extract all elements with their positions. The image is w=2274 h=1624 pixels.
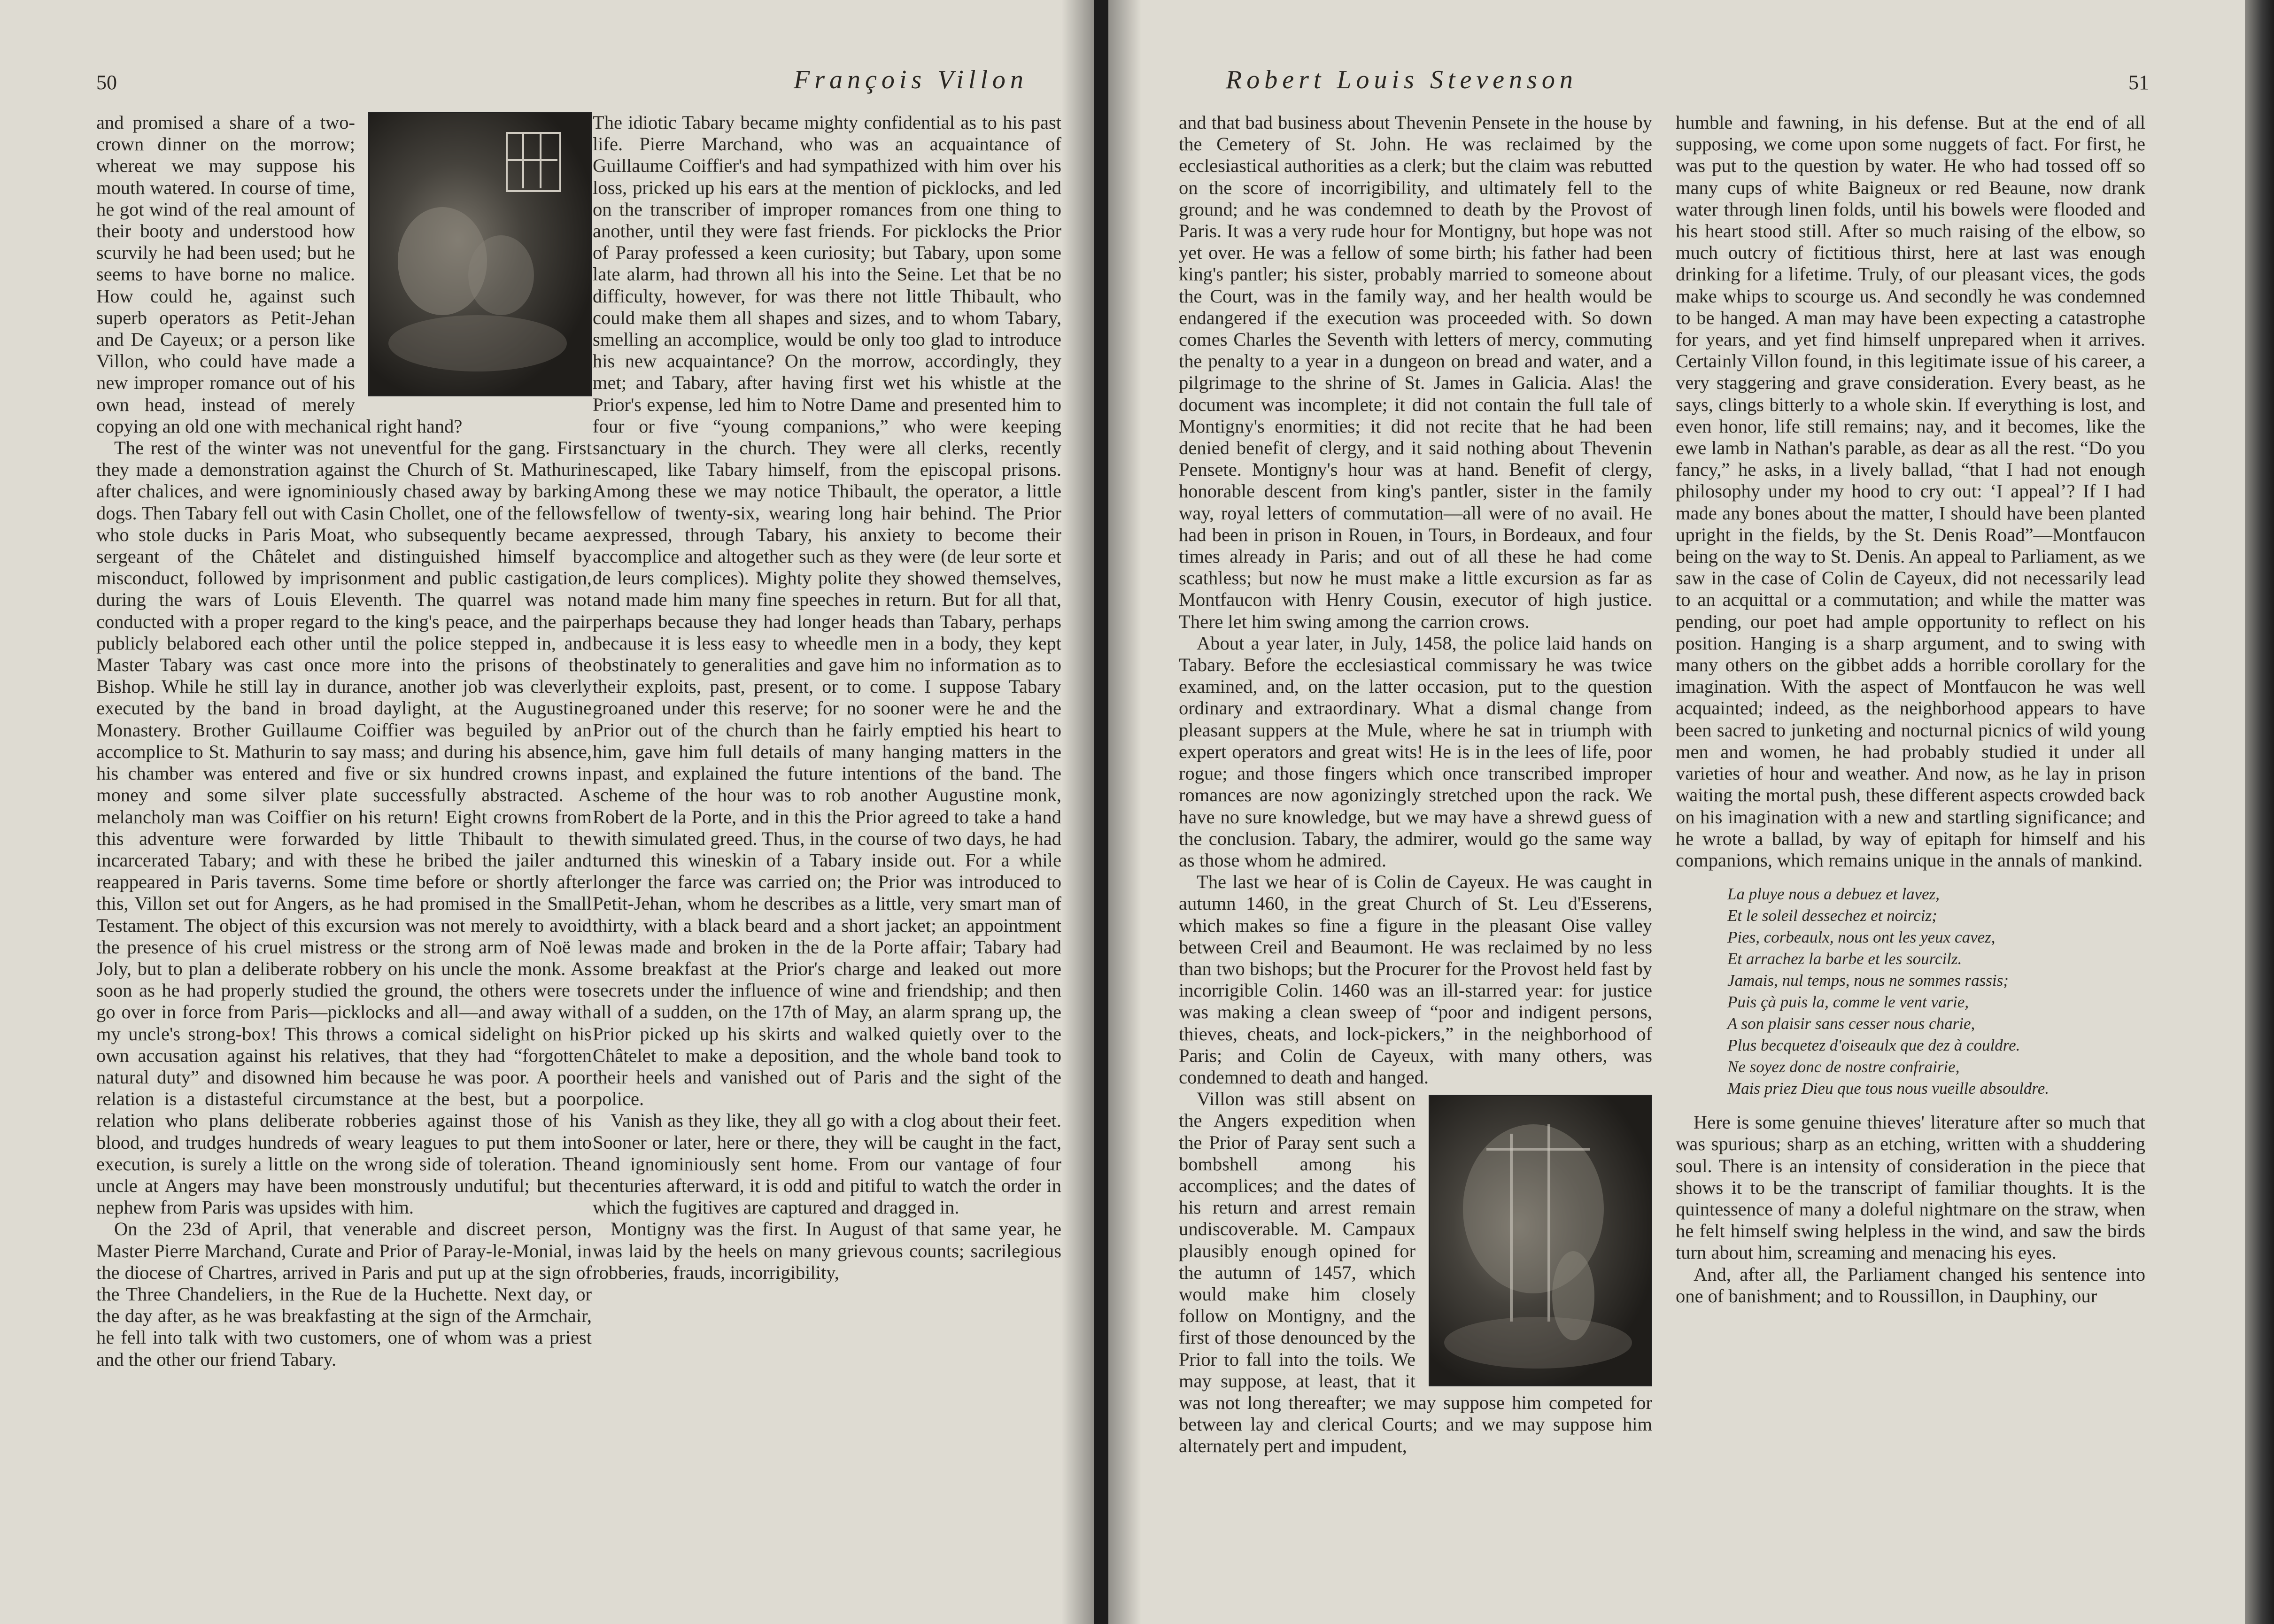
gutter-shadow-right bbox=[1108, 0, 1141, 1624]
left-page bbox=[0, 0, 1094, 1624]
right-col1-paragraph-3: The last we hear of is Colin de Cayeux. He was caught in autumn 1460, in the great Church of St. Leu d'Esserens, which makes so fine a figure in the pleasant Oise valley between Creil and Beaumont. He was reclaimed by no less than two bishops; but the Procurer for the Provost held fast by incorrigible Colin. 1460 was an ill-starred year: for justice was making a clean sweep of “poor and indigent persons, thieves, cheats, and lock-pickers,” in the neighborhood of Paris; and Colin de Cayeux, with many others, was condemned to death and hanged. bbox=[1179, 871, 1652, 1088]
right-col2-paragraph-3: And, after all, the Parliament changed his sentence into one of banishment; and to Roussillon, in Dauphiny, our bbox=[1676, 1263, 2145, 1307]
left-col1-paragraph-1: and promised a share of a two-crown dinner on the morrow; whereat we may suppose his mouth watered. In course of time, he got wind of the real amount of their booty and understood how scurvily he had been used; but he seems to have borne no malice. How could he, against such superb operators as Petit-Jehan and De Cayeux; or a person like Villon, who could have made a new improper romance out of his own head, instead of merely copying an old one with mechanical right hand? bbox=[96, 112, 463, 437]
right-col1-paragraph-4: Villon was still absent on the Angers expedition when the Prior of Paray sent such a bombshell among his accomplices; and the dates of his return and arrest remain undiscoverable. M. Campaux plausibly enough opined for the autumn of 1457, which would make him closely follow on Montigny, and the first of those denounced by the Prior to fall into the toils. We may suppose, at least, that it was not long thereafter; we may suppose him competed for between lay and clerical Courts; and we may suppose him alternately pert and impudent, bbox=[1179, 1088, 1652, 1457]
poem-line: Puis çà puis la, comme le vent varie, bbox=[1727, 993, 1969, 1012]
page-number-left: 50 bbox=[96, 71, 117, 94]
left-col2-paragraph-2: Vanish as they like, they all go with a clog about their feet. Sooner or later, here or there, they will be caught in the fact, and ignominiously sent home. From our vantage of four centuries afterward, it is odd and pitiful to watch the order in which the fugitives are captured and dragged in. bbox=[593, 1110, 1061, 1218]
left-column-2 bbox=[593, 112, 1061, 1284]
right-col2-paragraph-2: Here is some genuine thieves' literature after so much that was spurious; sharp as an etching, written with a shuddering soul. There is an intensity of consideration in the piece that shows it to be the transcript of familiar thoughts. It is the quintessence of many a doleful nightmare on the straw, when he felt himself swing helpless in the wind, and saw the birds turn about him, screaming and menacing his eyes. bbox=[1676, 1112, 2145, 1263]
poem-line: Plus becquetez d'oiseaulx que dez à couldre. bbox=[1727, 1036, 2020, 1055]
gutter-shadow-left bbox=[1061, 0, 1094, 1624]
poem-line: Et le soleil dessechez et noirciz; bbox=[1727, 906, 1937, 925]
left-col2-paragraph-3: Montigny was the first. In August of that same year, he was laid by the heels on many grievous counts; sacrilegious robberies, frauds, incorrigibility, bbox=[593, 1218, 1061, 1283]
left-col1-paragraph-3: On the 23d of April, that venerable and discreet person, Master Pierre Marchand, Curate and Prior of Paray-le-Monial, in the diocese of Chartres, arrived in Paris and put up at the sign of the Three Chandeliers, in the Rue de la Huchette. Next day, or the day after, as he was breakfasting at the sign of the Armchair, he fell into talk with two customers, one of whom was a priest and the other our friend Tabary. bbox=[96, 1218, 592, 1370]
right-col1-paragraph-2: About a year later, in July, 1458, the police laid hands on Tabary. Before the ecclesiastical commissary he was twice examined, and, on the latter occasion, put to the question ordinary and extraordinary. What a dismal change from pleasant suppers at the Mule, where he sat in triumph with expert operators and great wits! He is in the lees of life, poor rogue; and those fingers which once transcribed improper romances are now agonizingly stretched upon the rack. We have no sure knowledge, but we may have a shrewd guess of the conclusion. Tabary, the admirer, would go the same way as those whom he admired. bbox=[1179, 632, 1652, 871]
poem-line: A son plaisir sans cesser nous charie, bbox=[1727, 1014, 1975, 1033]
left-col2-paragraph-1: The idiotic Tabary became mighty confidential as to his past life. Pierre Marchand, who was an acquaintance of Guillaume Coiffier's and had sympathized with him over his loss, pricked up his ears at the mention of picklocks, and led on the transcriber of improper romances from one thing to another, until they were fast friends. For picklocks the Prior of Paray professed a keen curiosity; but Tabary, upon some late alarm, had thrown all his into the Seine. Let that be no difficulty, however, for was there not little Thibault, who could make them all shapes and sizes, and to whom Tabary, smelling an accomplice, would be only too glad to introduce his new acquaintance? On the morrow, accordingly, they met; and Tabary, after having first wet his whistle at the Prior's expense, led him to Notre Dame and presented him to four or five “young companions,” who were keeping sanctuary in the church. They were all clerks, recently escaped, like Tabary himself, from the episcopal prisons. Among these we may notice Thibault, the operator, a little fellow of twenty-six, wearing long hair behind. The Prior expressed, through Tabary, his anxiety to become their accomplice and altogether such as they were (de leur sorte et de leurs complices). Mighty polite they showed themselves, and made him many fine speeches in return. But for all that, perhaps because they had longer heads than Tabary, perhaps because it is less easy to wheedle men in a body, they kept obstinately to generalities and gave him no information as to their exploits, past, present, or to come. I suppose Tabary groaned under this reserve; for no sooner were he and the Prior out of the church than he fairly emptied his heart to him, gave him full details of many hanging matters in the past, and explained the future intentions of the band. The scheme of the hour was to rob another Augustine monk, Robert de la Porte, and in this the Prior agreed to take a hand with simulated greed. Thus, in the course of two days, he had turned this wineskin of a Tabary inside out. For a while longer the farce was carried on; the Prior was introduced to Petit-Jehan, whom he describes as a little, very smart man of thirty, with a black beard and a short jacket; an appointment was made and broken in the de la Porte affair; Tabary had some breakfast at the Prior's charge and leaked out more secrets under the influence of wine and friendship; and then all of a sudden, on the 17th of May, an alarm sprang up, the Prior picked up his skirts and walked quietly over to the Châtelet to make a deposition, and the whole band took to their heels and vanished out of Paris and the sight of the police. bbox=[593, 112, 1061, 1110]
ballad-stanza bbox=[1727, 883, 2145, 1099]
running-head-left: François Villon bbox=[794, 65, 1028, 94]
poem-line: Pies, corbeaulx, nous ont les yeux cavez, bbox=[1727, 928, 1996, 947]
poem-line: La pluye nous a debuez et lavez, bbox=[1727, 885, 1940, 904]
right-page bbox=[1108, 0, 2245, 1624]
poem-line: Jamais, nul temps, nous ne sommes rassis; bbox=[1727, 971, 2009, 990]
page-stack-edge bbox=[2245, 0, 2274, 1624]
left-col1-paragraph-2: The rest of the winter was not uneventful for the gang. First they made a demonstration against the Church of St. Mathurin after chalices, and were ignominiously chased away by barking dogs. Then Tabary fell out with Casin Chollet, one of the fellows who stole ducks in Paris Moat, who subsequently became a sergeant of the Châtelet and distinguished himself by misconduct, followed by imprisonment and public castigation, during the wars of Louis Eleventh. The quarrel was not conducted with a proper regard to the king's peace, and the pair publicly belabored each other until the police stepped in, and Master Tabary was cast once more into the prisons of the Bishop. While he still lay in durance, another job was cleverly executed by the band in broad daylight, at the Augustine Monastery. Brother Guillaume Coiffier was beguiled by an accomplice to St. Mathurin to say mass; and during his absence, his chamber was entered and five or six hundred crowns in money and some silver plate successfully abstracted. A melancholy man was Coiffier on his return! Eight crowns from this adventure were forwarded by little Thibault to the incarcerated Tabary; and with these he bribed the jailer and reappeared in Paris taverns. Some time before or shortly after this, Villon set out for Angers, as he had promised in the Small Testament. The object of this excursion was not merely to avoid the presence of his cruel mistress or the strong arm of Noë le Joly, but to plan a deliberate robbery on his uncle the monk. As soon as he had properly studied the ground, the others were to go over in force from Paris—picklocks and all—and away with my uncle's strong-box! This throws a comical sidelight on his own accusation against his relatives, that they had “forgotten natural duty” and disowned him because he was poor. A poor relation is a distasteful circumstance at the best, but a poor relation who plans deliberate robberies against those of his blood, and trudges hundreds of weary leagues to put them into execution, is surely a little on the wrong side of toleration. The uncle at Angers may have been monstrously undutiful; but the nephew from Paris was upsides with him. bbox=[96, 437, 592, 1218]
left-column-1 bbox=[96, 112, 592, 1370]
right-col2-paragraph-1: humble and fawning, in his defense. But at the end of all supposing, we come upon some nuggets of fact. For first, he was put to the question by water. He who had tossed off so many cups of white Baigneux or red Beaune, now drank water through linen folds, until his bowels were flooded and his heart stood still. After so much raising of the elbow, so much outcry of fictitious thirst, here at last was enough drinking for a lifetime. Truly, of our pleasant vices, the gods make whips to scourge us. And secondly he was condemned to be hanged. A man may have been expecting a catastrophe for years, and yet find himself unprepared when it arrives. Certainly Villon found, in this legitimate issue of his career, a very staggering and grave consideration. Every beast, as he says, clings bitterly to a whole skin. If everything is lost, and even honor, life still remains; nay, and it becomes, like the ewe lamb in Nathan's parable, as dear as all the rest. “Do you fancy,” he asks, in a lively ballad, “that I had not enough philosophy under my hood to cry out: ‘I appeal’? If I had made any bones about the matter, I should have been planted upright in the fields, by the St. Denis Road”—Montfaucon being on the way to St. Denis. An appeal to Parliament, as we saw in the case of Colin de Cayeux, did not necessarily lead to an acquittal or a commutation; and while the matter was pending, our poet had ample opportunity to reflect on his position. Hanging is a sharp argument, and to swing with many others on the gibbet adds a horrible corollary for the imagination. With the aspect of Montfaucon he was well acquainted; indeed, as the neighborhood appears to have been sacred to junketing and nocturnal picnics of wild young men and women, he had probably studied it under all varieties of hour and weather. And now, as he lay in prison waiting the mortal push, these different aspects crowded back on his imagination with a new and startling significance; and he wrote a ballad, by way of epitaph for himself and his companions, which remains unique in the annals of mankind. bbox=[1676, 112, 2145, 871]
poem-line: Et arrachez la barbe et les sourcilz. bbox=[1727, 950, 1962, 968]
right-col1-paragraph-1: and that bad business about Thevenin Pensete in the house by the Cemetery of St. John. He was reclaimed by the ecclesiastical authorities as a clerk; but the claim was rebutted on the score of incorrigibility, and ultimately fell to the ground; and he was condemned to death by the Provost of Paris. It was a very rude hour for Montigny, but hope was not yet over. He was a fellow of some birth; his father had been king's pantler; his sister, probably married to someone about the Court, was in the family way, and her health would be endangered if the execution was proceeded with. So down comes Charles the Seventh with letters of mercy, commuting the penalty to a year in a dungeon on bread and water, and a pilgrimage to the shrine of St. James in Galicia. Alas! the document was incomplete; it did not contain the full tale of Montigny's enormities; it did not recite that he had been denied benefit of clergy, and it said nothing about Thevenin Pensete. Montigny's hour was at hand. Benefit of clergy, honorable descent from king's pantler, sister in the family way, royal letters of commutation—all were of no avail. He had been in prison in Rouen, in Tours, in Bordeaux, and four times already in Paris; and out of all these he had come scathless; but now he must make a little excursion as far as Montfaucon with Henry Cousin, executor of high justice. There let him swing among the carrion crows. bbox=[1179, 112, 1652, 632]
running-head-right: Robert Louis Stevenson bbox=[1226, 65, 1578, 94]
woodcut-prisoners-illustration bbox=[368, 112, 592, 396]
poem-line: Ne soyez donc de nostre confrairie, bbox=[1727, 1058, 1960, 1076]
right-column-1 bbox=[1179, 112, 1652, 1457]
woodcut-gibbet-illustration bbox=[1429, 1095, 1652, 1386]
page-number-right: 51 bbox=[2128, 71, 2149, 94]
right-column-2 bbox=[1676, 112, 2145, 1307]
poem-line: Mais priez Dieu que tous nous vueille absouldre. bbox=[1727, 1079, 2050, 1098]
